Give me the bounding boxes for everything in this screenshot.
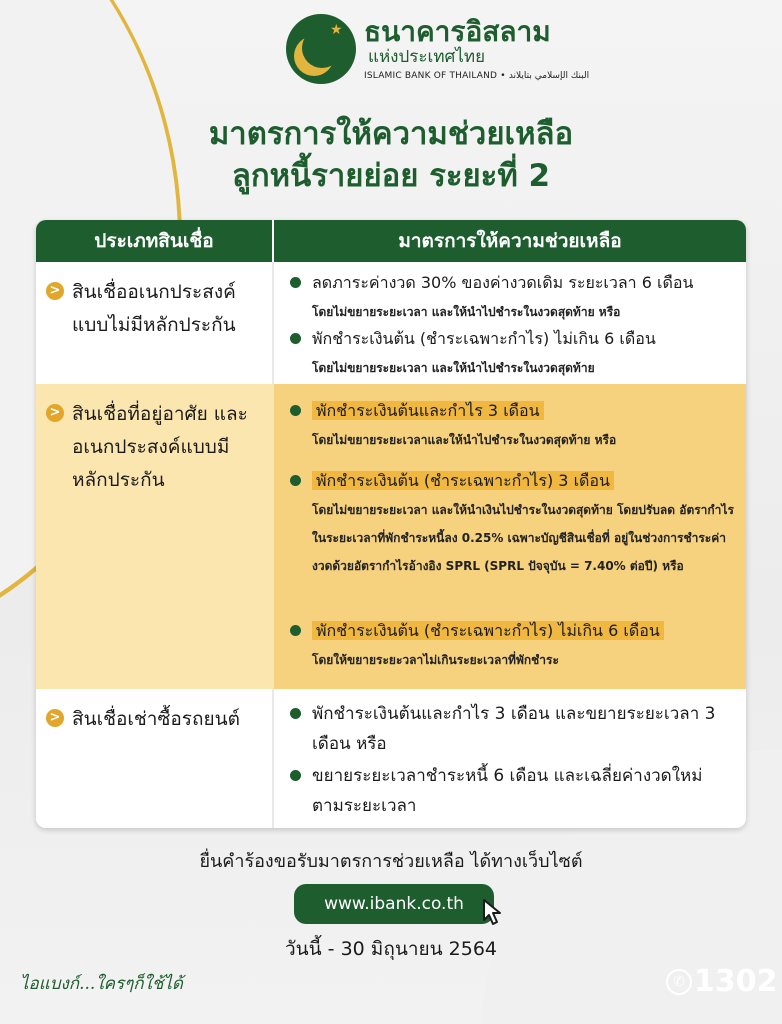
measure-item [290,268,735,326]
measure-note: โดยไม่ขยายระยะเวลา และให้นำไปชำระในงวดสุดท้าย หรือ [312,305,621,319]
measure-note: โดยไม่ขยายระยะเวลาและให้นำไปชำระในงวดสุดท้าย หรือ [312,433,617,447]
measure-main: พักชำระเงินต้นและกำไร 3 เดือน และขยายระยะเวลา 3 เดือน หรือ [312,704,716,754]
measure-item [290,616,735,674]
chevron-right-icon: > [46,404,64,422]
bank-name-th: ธนาคารอิสลาม [364,15,551,48]
table-row [36,689,746,828]
measure-item [290,324,735,382]
measures-table [36,220,746,828]
loan-category: สินเชื่ออเนกประสงค์ แบบไม่มีหลักประกัน [72,281,236,336]
table-row [36,384,746,689]
bank-logo [286,14,589,84]
bank-name-ar: البنك الإسلامي بتايلاند [508,71,590,81]
measure-note: โดยให้ขยายระยะวลาไม่เกินระยะเวลาที่พักชำระ [312,653,559,667]
bullet-icon [290,405,301,416]
measure-main: พักชำระเงินต้นและกำไร 3 เดือน [312,401,544,420]
website-link-button[interactable]: www.ibank.co.th [294,884,494,924]
deadline-date: วันนี้ - 30 มิถุนายน 2564 [285,938,497,960]
measure-main: พักชำระเงินต้น (ชำระเฉพาะกำไร) 3 เดือน [312,471,614,490]
loan-category: สินเชื่อเช่าซื้อรถยนต์ [72,708,240,730]
bullet-icon [290,277,301,288]
pointer-cursor-icon [480,898,508,926]
bullet-icon [290,770,301,781]
bullet-icon [290,333,301,344]
measure-main: ขยายระยะเวลาชำระหนี้ 6 เดือน และเฉลี่ยค่างวดใหม่ ตามระยะเวลา [312,766,703,816]
measure-item [290,761,735,821]
measure-main: พักชำระเงินต้น (ชำระเฉพาะกำไร) ไม่เกิน 6 เดือน [312,329,656,348]
measure-item [290,466,735,580]
page-title-line2: ลูกหนี้รายย่อย ระยะที่ 2 [231,158,551,194]
apply-instruction: ยื่นคำร้องขอรับมาตรการช่วยเหลือ ได้ทางเว็บไซต์ [199,851,583,872]
table-row [36,262,746,384]
phone-icon: ✆ [666,969,692,995]
header-measures: มาตรการให้ความช่วยเหลือ [398,230,622,252]
loan-category: สินเชื่อที่อยู่อาศัย และ อเนกประสงค์แบบมี หลักประกัน [72,403,248,491]
chevron-right-icon: > [46,709,64,727]
hotline-number: 1302 [694,964,778,999]
bullet-icon [290,625,301,636]
measure-note: โดยไม่ขยายระยะเวลา และให้นำไปชำระในงวดสุดท้าย [312,361,595,375]
measure-note: โดยไม่ขยายระยะเวลา และให้นำเงินไปชำระในงวดสุดท้าย โดยปรับลด อัตรากำไรในระยะเวลาที่พักชำระหนี้ลง 0.25% เฉพาะบัญชีสินเชื่อที่ อยู่ในช่วงการชำระค่างวดด้วยอัตรากำไรอ้างอิง SPRL (SPRL ปัจจุบัน = 7.40% ต่อปี) หรือ [312,503,734,573]
measure-item [290,396,735,454]
bank-name-en: ISLAMIC BANK OF THAILAND • [364,71,506,81]
bullet-icon [290,475,301,486]
slogan: ไอแบงก์...ใครๆก็ใช้ได้ [20,974,183,994]
hotline [666,964,778,999]
page-title-line1: มาตรการให้ความช่วยเหลือ [208,116,574,152]
measure-item [290,699,735,759]
measure-main: ลดภาระค่างวด 30% ของค่างวดเดิม ระยะเวลา 6 เดือน [312,273,694,292]
table-header [36,220,746,262]
chevron-right-icon: > [46,282,64,300]
header-loan-type: ประเภทสินเชื่อ [94,230,214,252]
bank-sub-th: แห่งประเทศไทย [368,47,486,67]
crescent-logo-icon: ★ [286,14,356,84]
bullet-icon [290,708,301,719]
measure-main: พักชำระเงินต้น (ชำระเฉพาะกำไร) ไม่เกิน 6 เดือน [312,621,664,640]
